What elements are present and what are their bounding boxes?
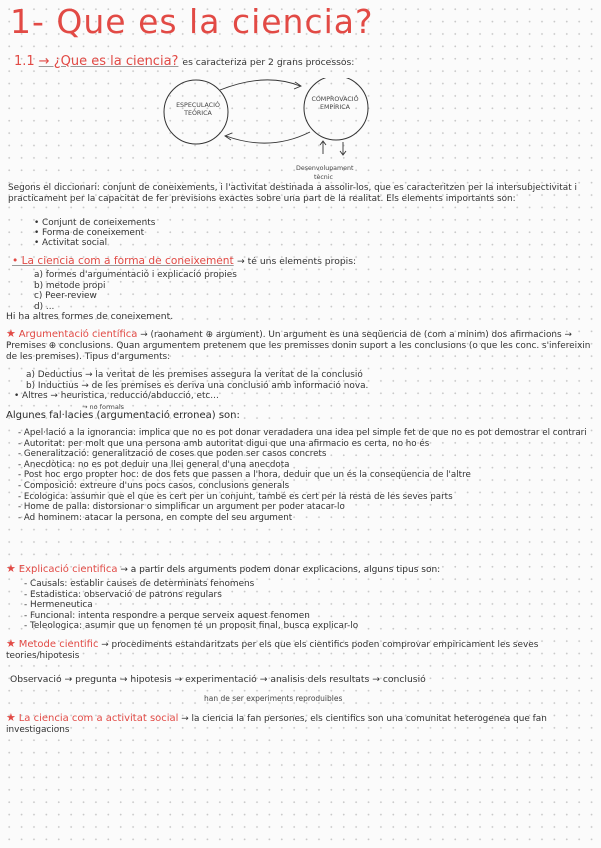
- development-label: Desenvolupament: [296, 165, 354, 172]
- metode-flow: Observació → pregunta → hipotesis → experimentació → analisis dels resultats → conclusió: [10, 674, 426, 685]
- explicacio-text: → a partir dels arguments podem donar explicacions, alguns tipus son:: [120, 565, 441, 575]
- explicacio-item: - Hermeneutica: [24, 600, 93, 611]
- forma-tail: → té uns elements propis:: [237, 256, 357, 267]
- social-heading: La ciencia com a activitat social: [18, 713, 179, 724]
- explicacio-item: - Teleologica: asumir que un fenomen té un proposit final, busca explicar-lo: [24, 621, 359, 632]
- fallacy-item: - Anecdòtica: no es pot deduir una llei general d'una anecdota: [18, 459, 290, 470]
- section-number: 1.1: [14, 54, 35, 69]
- explicacio-list: [24, 579, 584, 632]
- star-icon: ★: [6, 711, 16, 724]
- forma-item: b) metode propi: [34, 280, 106, 291]
- star-icon: ★: [6, 637, 16, 650]
- definition-item: • Activitat social: [34, 238, 108, 248]
- verification-label: COMPROVACIÓ EMPÍRICA: [311, 96, 359, 111]
- section-intro: es caracteriza per 2 grans processos:: [182, 57, 355, 68]
- up-arrow: [320, 141, 326, 154]
- explicacio-block: [6, 562, 440, 575]
- forma-item: d) ...: [34, 301, 55, 312]
- fallacy-item: - Apel·lació a la ignorancia: implica que no es pot donar veradadera una idea pel simple fet de que no es pot demostrar el contrari: [18, 428, 587, 438]
- fallacy-item: - Post hoc ergo propter hoc: de dos fets que passen a l'hora, deduir que un és la conseqüencia de l'altre: [18, 470, 471, 481]
- explicacio-item: - Funcional: intenta respondre a perque serveix aquest fenomen: [24, 610, 310, 621]
- fallacies-list: [18, 428, 594, 523]
- section-heading: [14, 53, 354, 69]
- metode-heading: Metode cientific: [18, 639, 99, 650]
- no-formals-note: → no formals: [82, 403, 125, 411]
- social-text: → la ciencia la fan persones, els cientifics son una comunitat heterogenea que fan investigacions: [6, 714, 547, 735]
- fallacy-item: - Ad hominem: atacar la persona, en compte del seu argument: [18, 512, 293, 523]
- argumentacio-heading: Argumentació científica: [18, 329, 138, 340]
- forma-heading: [12, 255, 356, 267]
- technical-label: tècnic: [314, 174, 334, 181]
- page-title: 1- Que es la ciencia?: [10, 2, 374, 41]
- definition-text: Segons el diccionari: conjunt de coneixements, i l'activitat destinada a assolir-los, que es caracteritzen per la intersubjectivitat i practicament per la capacitat de fer previsions exactes sobre una part de la realitat. Els elements importants son:: [8, 183, 577, 204]
- definition-list: [34, 218, 334, 248]
- fallacies-heading: Algunes fal·lacies (argumentació erronea) son:: [6, 410, 240, 421]
- fallacy-item: - Generalització: generalització de coses que poden ser casos concrets: [18, 449, 327, 460]
- forma-item: a) formes d'argumentació i explicació propies: [34, 270, 237, 280]
- argumentacio-text: → (raonament ⊕ argument). Un argument es una seqüencia de (com a minim) dos afirmacions → Premises ⊕ conclusions. Quan argumentem pretenem que les premisses donin suport a les conclusions (o que les conc. s'infereixin de les premises). Tipus d'arguments:: [6, 330, 591, 362]
- argument-types: [14, 370, 546, 402]
- social-block: [6, 712, 594, 736]
- metode-flow-note: han de ser experiments reproduibles: [204, 694, 343, 703]
- argument-type: a) Deductius → la veritat de les premises assegura la veritat de la conclusió: [26, 370, 363, 380]
- altres-text: Hi ha altres formes de coneixement.: [6, 311, 174, 322]
- down-arrow: [340, 142, 346, 155]
- explicacio-item: - Estadistica: observació de patrons regulars: [24, 589, 222, 600]
- bottom-arrow: [226, 132, 310, 143]
- argument-type: • Altres → heuristica, reducció/abducció, etc...: [14, 391, 219, 401]
- fallacy-item: - Composició: extreure d'uns pocs casos, conclusions generals: [18, 480, 290, 491]
- explicacio-heading: Explicació cientifica: [18, 564, 118, 575]
- forma-title: • La ciencia com a forma de coneixement: [12, 255, 234, 267]
- metode-text: → procediments estandaritzats per els que els cientifics poden comprovar empiricament les seves teories/hipotesis: [6, 640, 539, 661]
- section-question: → ¿Que es la ciencia?: [38, 54, 179, 69]
- process-diagram: [150, 78, 390, 178]
- metode-block: [6, 638, 594, 662]
- fallacy-item: - Ecologica: assumir que el que es cert per un conjunt, també es cert per la resta de les seves parts: [18, 491, 453, 502]
- speculation-label: ESPECULACIÓ TEÒRICA: [176, 102, 220, 117]
- forma-list: [34, 270, 354, 312]
- star-icon: ★: [6, 562, 16, 575]
- argumentacio-block: [6, 328, 594, 363]
- top-arrow: [220, 80, 300, 90]
- explicacio-item: - Causals: establir causes de determinats fenomens: [24, 579, 255, 589]
- star-icon: ★: [6, 327, 16, 340]
- fallacy-item: - Autoritat: per molt que una persona amb autoritat digui que una afirmacio es certa, no ho és: [18, 438, 430, 449]
- argument-type: b) Inductius → de les premises es deriva una conclusió amb informació nova.: [26, 380, 369, 391]
- definition-item: • Conjunt de coneixements: [34, 218, 156, 228]
- definition-item: • Forma de coneixement: [34, 228, 145, 238]
- forma-item: c) Peer-review: [34, 291, 97, 301]
- fallacy-item: - Home de palla: distorsionar o simplificar un argument per poder atacar-lo: [18, 502, 345, 513]
